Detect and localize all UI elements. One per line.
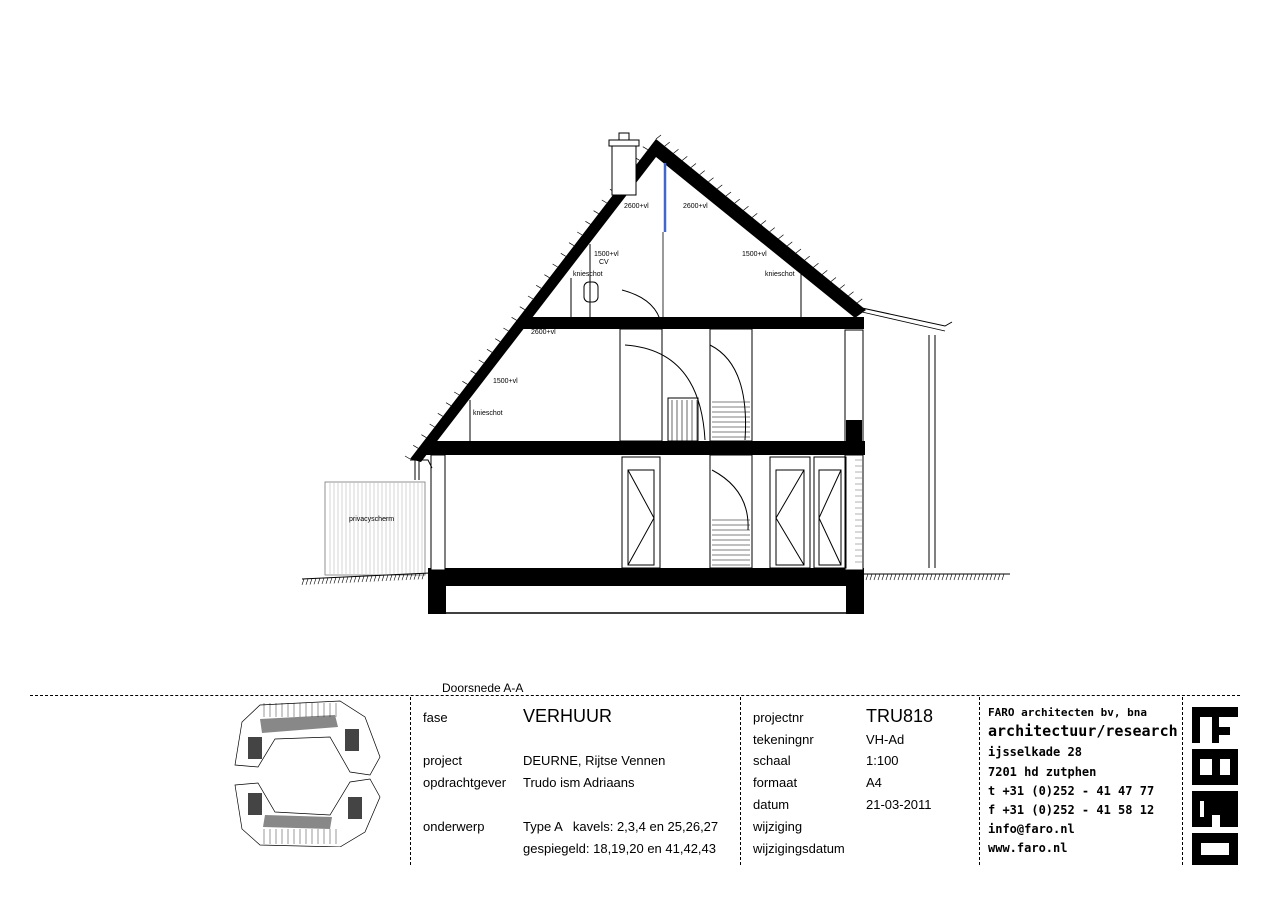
change-label: wijziging bbox=[753, 819, 803, 834]
office-fax: f +31 (0)252 - 41 58 12 bbox=[988, 803, 1155, 817]
projectnr-label: projectnr bbox=[753, 710, 804, 725]
chimney bbox=[609, 133, 639, 195]
svg-text:2600+vl: 2600+vl bbox=[624, 203, 649, 210]
svg-text:1500+vl: 1500+vl bbox=[594, 251, 619, 258]
svg-text:1500+vl: 1500+vl bbox=[742, 251, 767, 258]
svg-text:1500+vl: 1500+vl bbox=[493, 378, 518, 385]
drawingnr-label: tekeningnr bbox=[753, 732, 814, 747]
svg-text:CV: CV bbox=[599, 259, 609, 266]
office-tagline: architectuur/research bbox=[988, 722, 1178, 740]
client-label: opdrachtgever bbox=[423, 775, 507, 790]
subject-label: onderwerp bbox=[423, 819, 485, 834]
privacy-screen-label: privacyscherm bbox=[349, 516, 395, 523]
drawingnr-value: VH-Ad bbox=[866, 732, 905, 747]
svg-text:knieschot: knieschot bbox=[765, 271, 795, 278]
office-name: FARO architecten bv, bna bbox=[988, 706, 1147, 719]
fase-value: VERHUUR bbox=[523, 706, 613, 726]
project-label: project bbox=[423, 753, 463, 768]
office-website: www.faro.nl bbox=[988, 841, 1068, 855]
titleblock-divider-1 bbox=[410, 697, 411, 865]
faro-logo bbox=[1192, 703, 1238, 865]
subject-value-1: Type A kavels: 2,3,4 en 25,26,27 bbox=[523, 819, 719, 834]
subject-value-2: gespiegeld: 18,19,20 en 41,42,43 bbox=[523, 841, 717, 856]
scale-value: 1:100 bbox=[866, 753, 899, 768]
titleblock-divider-2 bbox=[740, 697, 741, 865]
knee-walls bbox=[470, 244, 801, 441]
project-value: DEURNE, Rijtse Vennen bbox=[523, 753, 666, 768]
scale-label: schaal bbox=[753, 753, 791, 768]
office-address: ijsselkade 28 bbox=[988, 745, 1082, 759]
doors bbox=[622, 457, 846, 568]
office-phone: t +31 (0)252 - 41 47 77 bbox=[988, 784, 1155, 798]
office-city: 7201 hd zutphen bbox=[988, 765, 1097, 779]
titleblock-top-border bbox=[30, 695, 1240, 696]
svg-text:2600+vl: 2600+vl bbox=[683, 203, 708, 210]
annotations bbox=[473, 203, 795, 417]
foundation bbox=[428, 568, 864, 614]
fase-label: fase bbox=[423, 710, 448, 725]
office-email: info@faro.nl bbox=[988, 822, 1075, 836]
format-value: A4 bbox=[866, 775, 882, 790]
staircase bbox=[620, 290, 752, 568]
privacy-screen bbox=[325, 482, 425, 575]
site-plan-keymap bbox=[230, 697, 390, 847]
titleblock-divider-3 bbox=[979, 697, 980, 865]
format-label: formaat bbox=[753, 775, 798, 790]
date-value: 21-03-2011 bbox=[866, 797, 932, 812]
titleblock-divider-4 bbox=[1182, 697, 1183, 865]
client-value: Trudo ism Adriaans bbox=[523, 775, 635, 790]
svg-text:knieschot: knieschot bbox=[573, 271, 603, 278]
projectnr-value: TRU818 bbox=[866, 706, 934, 726]
floors bbox=[425, 317, 865, 455]
date-label: datum bbox=[753, 797, 790, 812]
change-date-label: wijzigingsdatum bbox=[753, 841, 845, 856]
svg-text:knieschot: knieschot bbox=[473, 410, 503, 417]
section-title: Doorsnede A-A bbox=[442, 681, 524, 695]
svg-text:2600+vl: 2600+vl bbox=[531, 329, 556, 336]
